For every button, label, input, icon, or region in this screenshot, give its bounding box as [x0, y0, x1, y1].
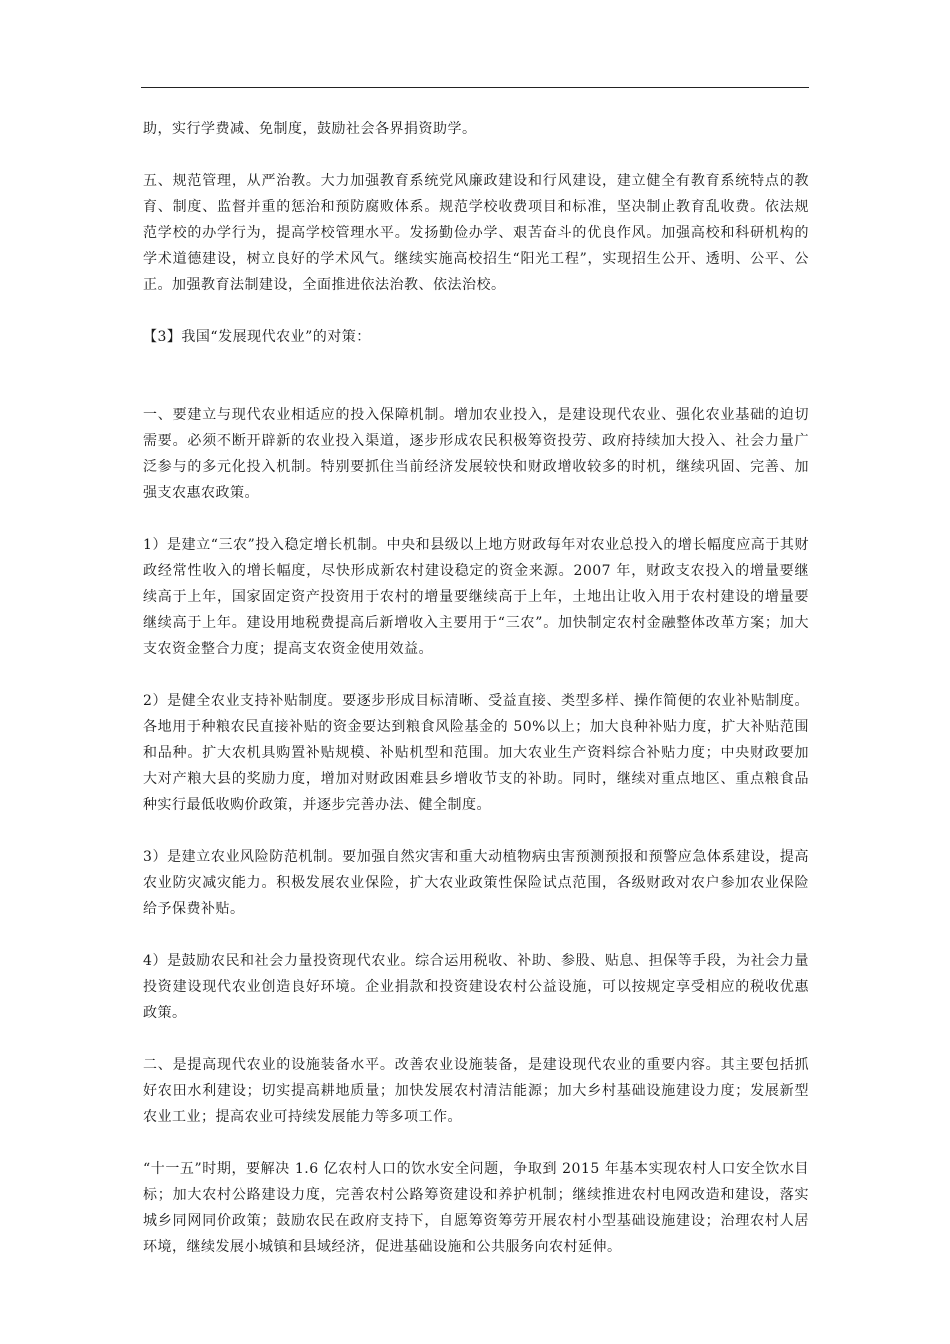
section-heading: 【3】我国“发展现代农业”的对策：	[143, 329, 371, 345]
paragraph-two: 二、是提高现代农业的设施装备水平。改善农业设施装备，是建设现代农业的重要内容。其主要包括抓好农田水利建设；切实提高耕地质量；加快发展农村清洁能源；加大乡村基础设施建设力度；发展新型农业工业；提高农业可持续发展能力等多项工作。	[143, 1057, 809, 1125]
paragraph-fragment: 助，实行学费减、免制度，鼓励社会各界捐资助学。	[143, 121, 477, 137]
header-rule	[141, 87, 809, 88]
paragraph-point-4: 4）是鼓励农民和社会力量投资现代农业。综合运用税收、补助、参股、贴息、担保等手段，为社会力量投资建设现代农业创造良好环境。企业捐款和投资建设农村公益设施，可以按规定享受相应的税收优惠政策。	[143, 953, 809, 1021]
paragraph-one: 一、要建立与现代农业相适应的投入保障机制。增加农业投入，是建设现代农业、强化农业基础的迫切需要。必须不断开辟新的农业投入渠道，逐步形成农民积极筹资投劳、政府持续加大投入、社会力量广泛参与的多元化投入机制。特别要抓住当前经济发展较快和财政增收较多的时机，继续巩固、完善、加强支农惠农政策。	[143, 407, 809, 501]
document-body	[143, 116, 809, 1260]
paragraph-eleventh-five-year: “十一五”时期，要解决 1.6 亿农村人口的饮水安全问题，争取到 2015 年基本实现农村人口安全饮水目标；加大农村公路建设力度，完善农村公路筹资建设和养护机制；继续推进农村电网改造和建设，落实城乡同网同价政策；鼓励农民在政府支持下，自愿筹资筹劳开展农村小型基础设施建设；治理农村人居环境，继续发展小城镇和县域经济，促进基础设施和公共服务向农村延伸。	[143, 1161, 809, 1255]
paragraph-point-3: 3）是建立农业风险防范机制。要加强自然灾害和重大动植物病虫害预测预报和预警应急体系建设，提高农业防灾减灾能力。积极发展农业保险，扩大农业政策性保险试点范围，各级财政对农户参加农业保险给予保费补贴。	[143, 849, 809, 917]
paragraph-point-2: 2）是健全农业支持补贴制度。要逐步形成目标清晰、受益直接、类型多样、操作简便的农业补贴制度。各地用于种粮农民直接补贴的资金要达到粮食风险基金的 50%以上；加大良种补贴力度，扩大补贴范围和品种。扩大农机具购置补贴规模、补贴机型和范围。加大农业生产资料综合补贴力度；中央财政要加大对产粮大县的奖励力度，增加对财政困难县乡增收节支的补助。同时，继续对重点地区、重点粮食品种实行最低收购价政策，并逐步完善办法、健全制度。	[143, 693, 809, 813]
paragraph-point-1: 1）是建立“三农”投入稳定增长机制。中央和县级以上地方财政每年对农业总投入的增长幅度应高于其财政经常性收入的增长幅度，尽快形成新农村建设稳定的资金来源。2007 年，财政支农投入的增量要继续高于上年，国家固定资产投资用于农村的增量要继续高于上年，土地出让收入用于农村建设的增量要继续高于上年。建设用地税费提高后新增收入主要用于“三农”。加快制定农村金融整体改革方案；加大支农资金整合力度；提高支农资金使用效益。	[143, 537, 809, 657]
paragraph-five: 五、规范管理，从严治教。大力加强教育系统党风廉政建设和行风建设，建立健全有教育系统特点的教育、制度、监督并重的惩治和预防腐败体系。规范学校收费项目和标准，坚决制止教育乱收费。依法规范学校的办学行为，提高学校管理水平。发扬勤俭办学、艰苦奋斗的优良作风。加强高校和科研机构的学术道德建设，树立良好的学术风气。继续实施高校招生“阳光工程”，实现招生公开、透明、公平、公正。加强教育法制建设，全面推进依法治教、依法治校。	[143, 173, 809, 293]
